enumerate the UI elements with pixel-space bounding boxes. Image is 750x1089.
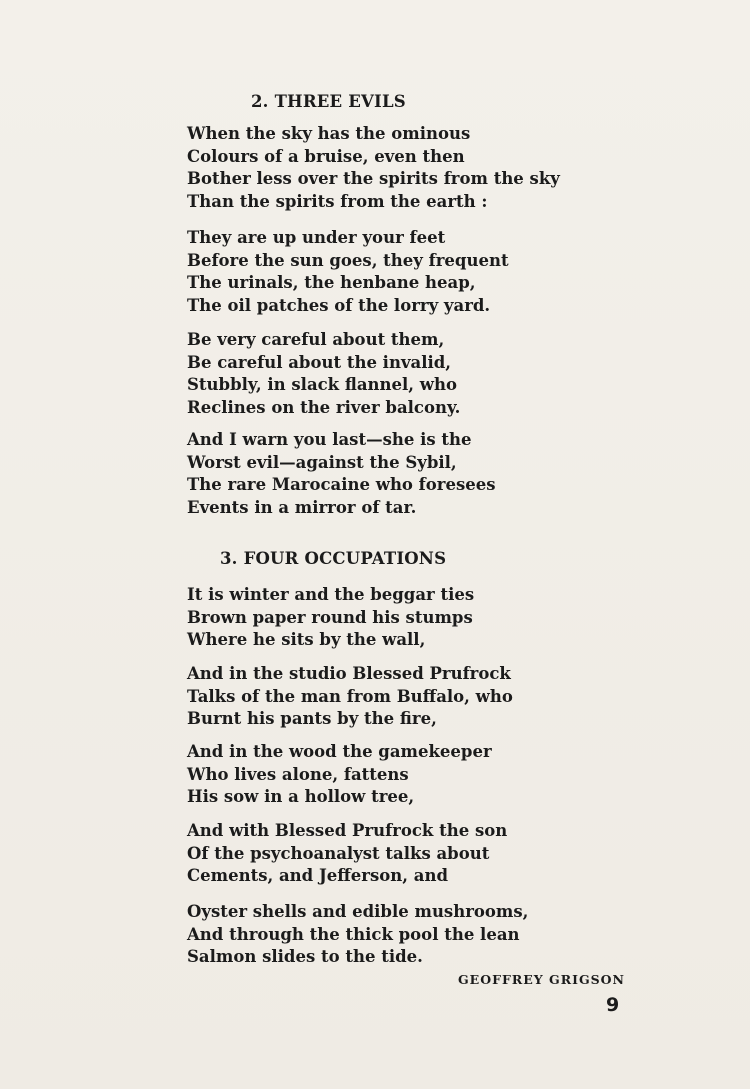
poem-line: Bother less over the spirits from the sky	[187, 169, 560, 188]
poem-line: Be very careful about them,	[187, 330, 445, 349]
poem-line: Who lives alone, fattens	[187, 764, 409, 784]
poem-line: The urinals, the henbane heap,	[187, 273, 476, 292]
poem-line: And in the studio Blessed Prufrock	[187, 664, 511, 683]
stanza	[187, 123, 560, 213]
poem-line: Reclines on the river balcony.	[187, 397, 461, 417]
page-number: 9	[606, 994, 620, 1016]
author-name: GEOFFREY GRIGSON	[458, 972, 625, 987]
poem-line: They are up under your feet	[187, 228, 446, 247]
stanza	[187, 429, 496, 519]
poem-line: Worst evil—against the Sybil,	[187, 452, 457, 472]
poem-line: Stubbly, in slack flannel, who	[187, 375, 457, 394]
poem-line: Oyster shells and edible mushrooms,	[187, 902, 529, 921]
poem-line: Colours of a bruise, even then	[187, 146, 465, 166]
poem-line: The rare Marocaine who foresees	[187, 475, 496, 494]
stanza	[187, 663, 513, 731]
poem-line: And with Blessed Prufrock the son	[187, 821, 508, 840]
poem-line: And I warn you last—she is the	[187, 430, 472, 449]
stanza	[187, 227, 509, 317]
poem-line: His sow in a hollow tree,	[187, 787, 415, 806]
poem-line: When the sky has the ominous	[187, 124, 471, 143]
poem-line: And in the wood the gamekeeper	[187, 742, 492, 761]
poem-line: Of the psychoanalyst talks about	[187, 843, 490, 863]
poem-line: Before the sun goes, they frequent	[187, 250, 509, 270]
poem-line: It is winter and the beggar ties	[187, 585, 475, 604]
stanza	[187, 329, 460, 419]
poem-line: And through the thick pool the lean	[187, 924, 520, 944]
poem-line: Salmon slides to the tide.	[187, 947, 423, 966]
stanza	[187, 820, 507, 888]
poem-line: Where he sits by the wall,	[187, 630, 426, 649]
stanza	[187, 901, 528, 969]
poem-line: Be careful about the invalid,	[187, 352, 452, 372]
poem-line: Than the spirits from the earth :	[187, 191, 488, 211]
poem-line: Events in a mirror of tar.	[187, 497, 417, 517]
section-title-three-evils: 2. THREE EVILS	[251, 92, 406, 111]
stanza	[187, 584, 474, 652]
section-title-four-occupations: 3. FOUR OCCUPATIONS	[220, 549, 447, 568]
stanza	[187, 741, 492, 809]
poem-line: Brown paper round his stumps	[187, 607, 473, 627]
poem-line: Cements, and Jefferson, and	[187, 866, 448, 885]
poem-line: Talks of the man from Buffalo, who	[187, 686, 513, 706]
poem-line: The oil patches of the lorry yard.	[187, 295, 491, 315]
poem-line: Burnt his pants by the fire,	[187, 709, 437, 728]
